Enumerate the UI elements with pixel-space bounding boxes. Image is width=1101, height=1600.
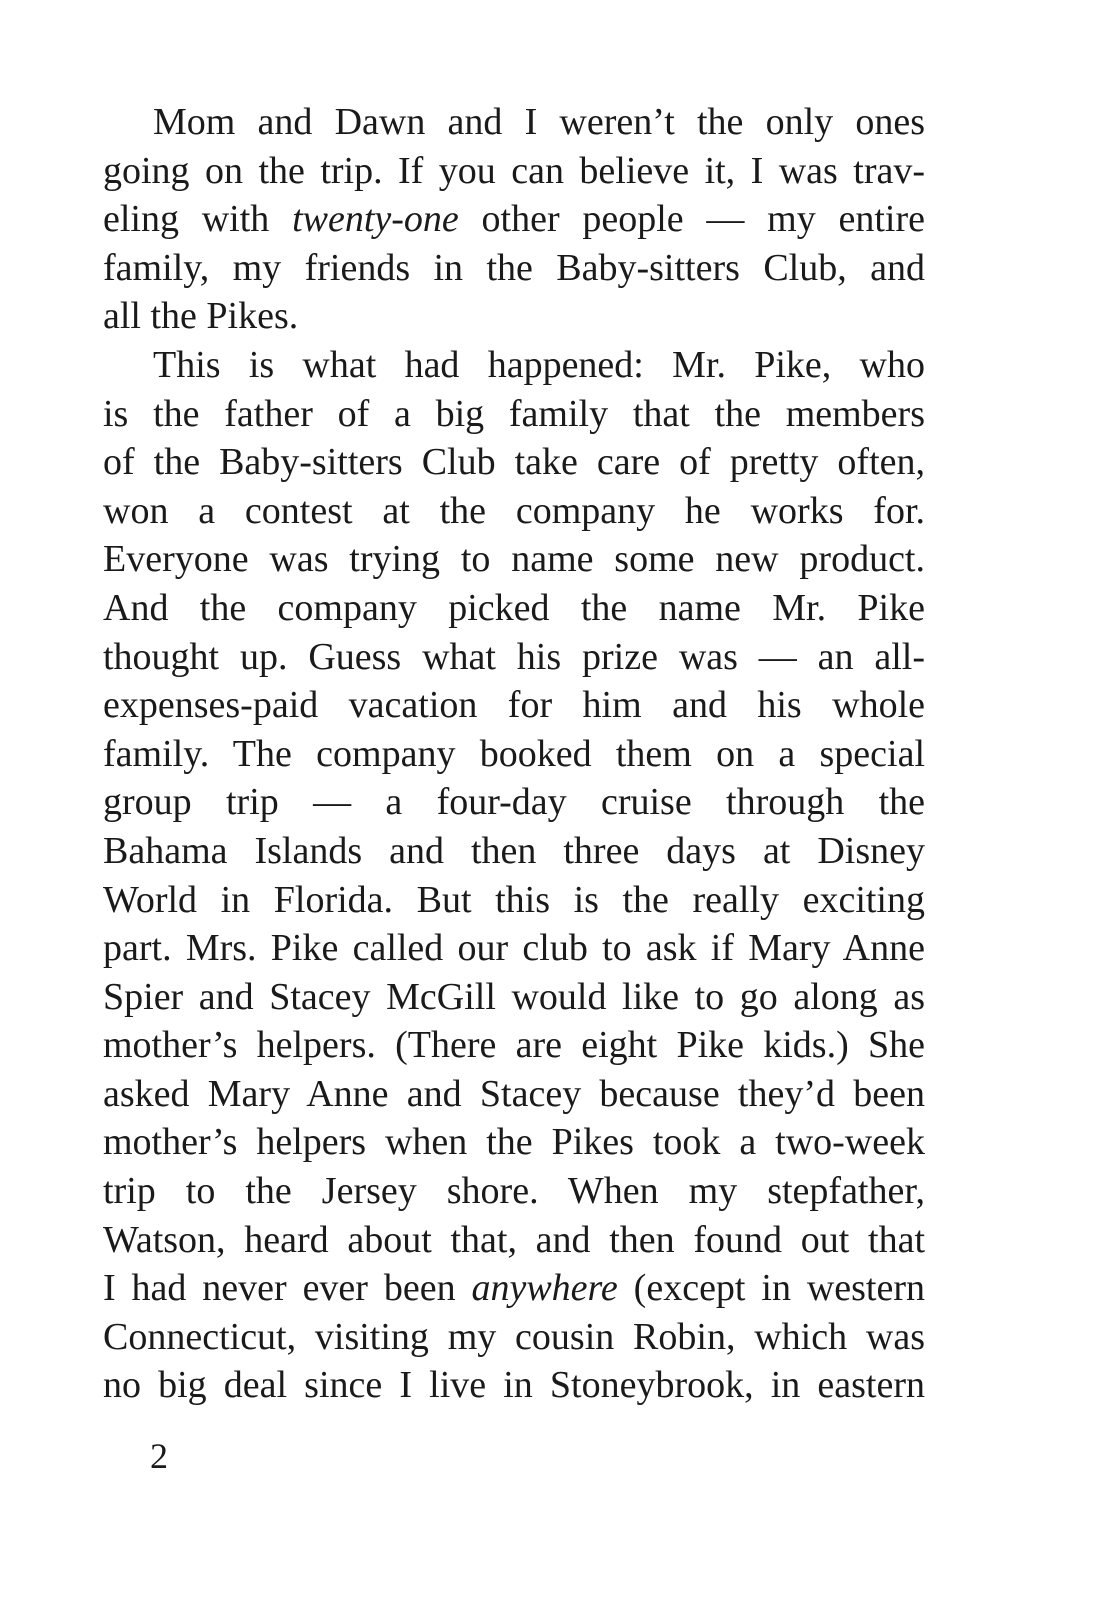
text-line: won a contest at the company he works for. xyxy=(103,489,925,532)
text-line: trip to the Jersey shore. When my stepfather, xyxy=(103,1170,925,1213)
text-line: eling with twenty-one other people — my entire xyxy=(103,198,925,241)
text-line: family, my friends in the Baby-sitters Club, and xyxy=(103,246,925,289)
text-line: This is what had happened: Mr. Pike, who xyxy=(153,343,925,386)
text-line: mother’s helpers when the Pikes took a two-week xyxy=(103,1121,925,1164)
text-line: going on the trip. If you can believe it, I was trav- xyxy=(103,149,925,192)
text-line: family. The company booked them on a special xyxy=(103,732,925,775)
emphasis-text: twenty-one xyxy=(292,198,459,241)
text-line: of the Baby-sitters Club take care of pretty often, xyxy=(103,441,925,484)
page-number: 2 xyxy=(150,1436,168,1476)
text-line: asked Mary Anne and Stacey because they’d been xyxy=(103,1072,925,1115)
text-line: Connecticut, visiting my cousin Robin, which was xyxy=(103,1315,925,1358)
text-line: no big deal since I live in Stoneybrook, in eastern xyxy=(103,1364,925,1407)
text-line: mother’s helpers. (There are eight Pike kids.) She xyxy=(103,1024,925,1067)
text-line: Mom and Dawn and I weren’t the only ones xyxy=(153,101,925,143)
text-line: Watson, heard about that, and then found out that xyxy=(103,1218,925,1261)
text-line: thought up. Guess what his prize was — an all- xyxy=(103,635,925,678)
text-line: Spier and Stacey McGill would like to go along as xyxy=(103,975,925,1018)
text-line: all the Pikes. xyxy=(103,295,299,338)
text-line: Everyone was trying to name some new product. xyxy=(103,538,925,581)
text-line: World in Florida. But this is the really exciting xyxy=(103,878,925,921)
text-line: expenses-paid vacation for him and his whole xyxy=(103,684,925,727)
text-line: And the company picked the name Mr. Pike xyxy=(103,586,925,629)
body-text xyxy=(103,98,925,1410)
emphasis-text: anywhere xyxy=(471,1267,618,1310)
text-line: is the father of a big family that the members xyxy=(103,392,925,435)
text-line: Bahama Islands and then three days at Disney xyxy=(103,829,925,872)
text-line: I had never ever been anywhere (except in western xyxy=(103,1267,925,1310)
text-line: part. Mrs. Pike called our club to ask if Mary Anne xyxy=(103,927,925,970)
text-line: group trip — a four-day cruise through the xyxy=(103,781,925,824)
